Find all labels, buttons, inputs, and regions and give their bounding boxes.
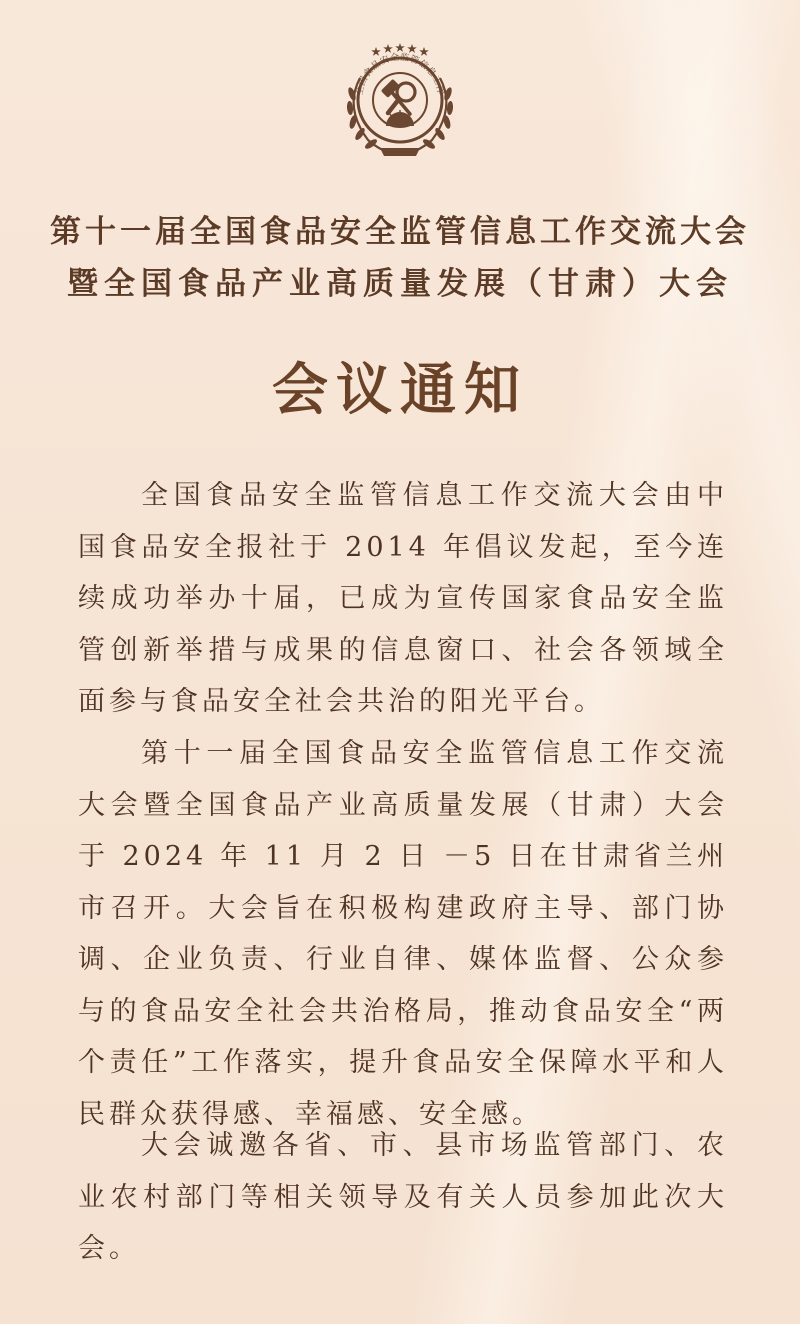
- paragraph-intro: 全国食品安全监管信息工作交流大会由中国食品安全报社于 2014 年倡议发起，至今连续成功举办十届，已成为宣传国家食品安全监管创新举措与成果的信息窗口、社会各领域全面参与食品安全社会共治的阳光平台。: [78, 480, 728, 717]
- emblem-ring-text: 全国食品安全监管信息工作: [354, 52, 446, 97]
- title-line-1: 第十一届全国食品安全监管信息工作交流大会: [50, 214, 750, 250]
- star-icons: [371, 43, 429, 56]
- food-safety-emblem-icon: [338, 38, 462, 160]
- paragraph-invitation: 大会诚邀各省、市、县市场监管部门、农业农村部门等相关领导及有关人员参加此次大会。: [78, 1130, 728, 1264]
- title-line-2: 暨全国食品产业高质量发展（甘肃）大会: [67, 266, 733, 302]
- paragraph-event-details: 第十一届全国食品安全监管信息工作交流大会暨全国食品产业高质量发展（甘肃）大会于 2024 年 11 月 2 日 －5 日在甘肃省兰州市召开。大会旨在积极构建政府主导、部门协调、企业负责、行业自律、媒体监督、公众参与的食品安全社会共治格局，推动食品安全“两个责任”工作落实，提升食品安全保障水平和人民群众获得感、幸福感、安全感。: [78, 738, 728, 1130]
- page-heading: 会议通知: [272, 358, 528, 423]
